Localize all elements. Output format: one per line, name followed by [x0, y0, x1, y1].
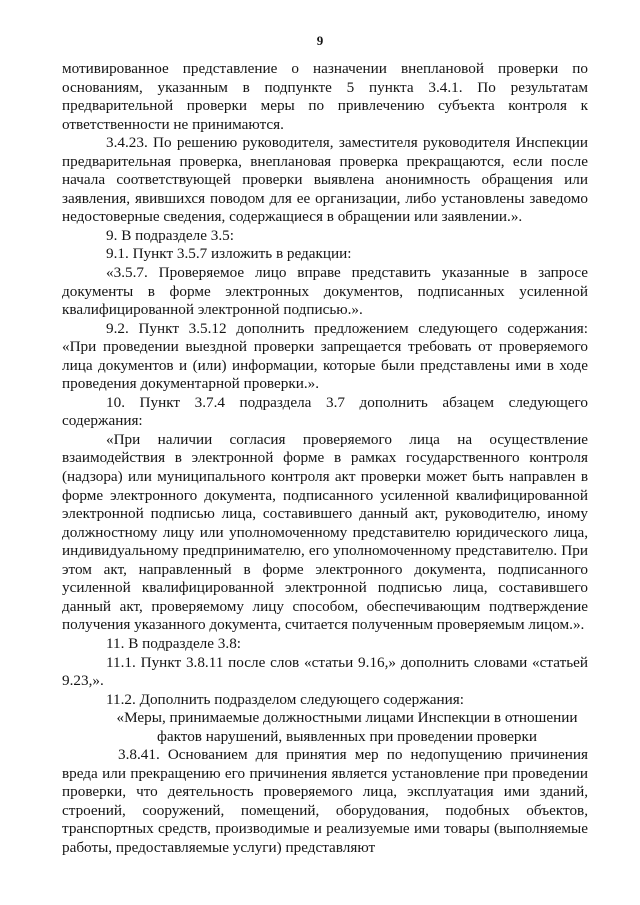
paragraph-item-11-1: 11.1. Пункт 3.8.11 после слов «статьи 9.16,» дополнить словами «статьей 9.23,».	[62, 653, 588, 690]
paragraph-item-11-2: 11.2. Дополнить подразделом следующего содержания:	[106, 690, 464, 708]
paragraph-quote-electronic-act: «При наличии согласия проверяемого лица на осуществление взаимодействия в электронной форме в рамках государственного контроля (надзора) или муниципального контроля акт проверки может быть направлен в форме электронного документа, подписанного усиленной квалифицированной электронной подписью лица, составившего данный акт, руководителю, иному должностному лицу или уполномоченному представителю юридического лица, индивидуальному предпринимателю, его уполномоченному представителю. При этом акт, направленный в форме электронного документа, подписанного усиленной квалифицированной электронной подписью лица, составившего данный акт, проверяемому лицу способом, обеспечивающим подтверждение получения указанного документа, считается полученным проверяемым лицом.».	[62, 430, 588, 634]
paragraph-3-4-23: 3.4.23. По решению руководителя, заместителя руководителя Инспекции предварительная проверка, внеплановая проверка прекращаются, если после начала соответствующей проверки выявлена анонимность обращения или заявления, явившихся поводом для ее организации, либо установлены заведомо недостоверные сведения, содержащиеся в обращении или заявлении.».	[62, 134, 588, 226]
paragraph-3-5-7: «3.5.7. Проверяемое лицо вправе представить указанные в запросе документы в форме электронных документов, подписанных усиленной квалифицированной электронной подписью.».	[62, 264, 588, 319]
subsection-heading: «Меры, принимаемые должностными лицами Инспекции в отношении фактов нарушений, выявленных при проведении проверки	[116, 709, 578, 745]
paragraph-item-9: 9. В подразделе 3.5:	[106, 226, 234, 244]
document-body	[62, 60, 588, 858]
paragraph-item-9-1: 9.1. Пункт 3.5.7 изложить в редакции:	[106, 245, 352, 263]
paragraph-continuation: мотивированное представление о назначении внеплановой проверки по основаниям, указанным в подпункте 5 пункта 3.4.1. По результатам предварительной проверки меры по привлечению субъекта контроля к ответственности не принимаются.	[62, 60, 588, 133]
paragraph-item-11: 11. В подразделе 3.8:	[106, 634, 242, 652]
subsection-heading-wrapper	[62, 709, 588, 746]
paragraph-3-8-41: 3.8.41. Основанием для принятия мер по недопущению причинения вреда или прекращению его причинения является установление при проведении проверки, что деятельность проверяемого лица, эксплуатация ими зданий, строений, сооружений, помещений, оборудования, подобных объектов, транспортных средств, производимые и реализуемые ими товары (выполняемые работы, предоставляемые услуги) представляют	[62, 746, 588, 856]
paragraph-item-10: 10. Пункт 3.7.4 подраздела 3.7 дополнить абзацем следующего содержания:	[62, 393, 588, 430]
paragraph-item-9-2: 9.2. Пункт 3.5.12 дополнить предложением следующего содержания: «При проведении выездной проверки запрещается требовать от проверяемого лица документов и (или) информации, которые были представлены ими в ходе проведения документарной проверки.».	[62, 319, 588, 393]
page-number: 9	[316, 33, 324, 48]
